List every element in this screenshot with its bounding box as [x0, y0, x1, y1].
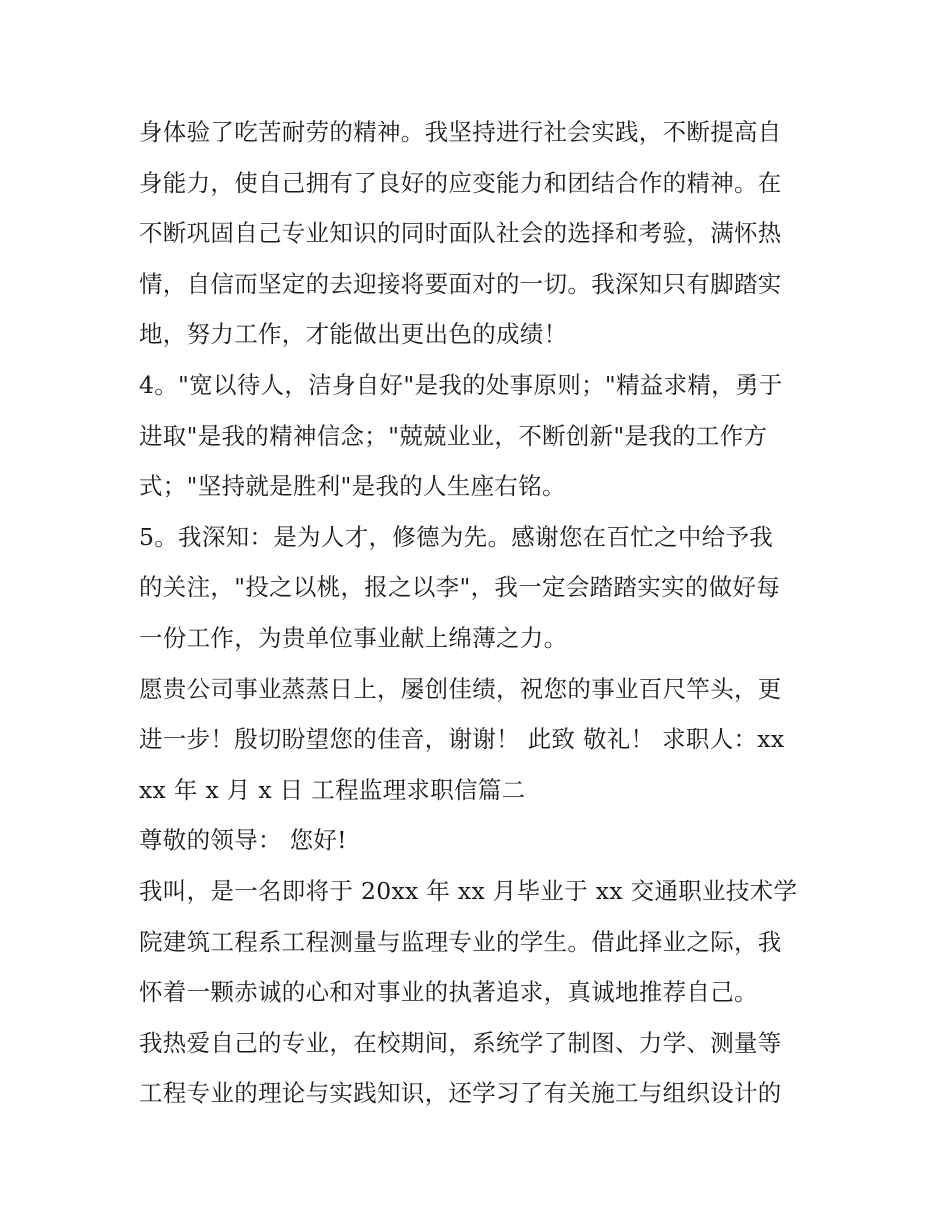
text-line-5: 地，努力工作，才能做出更出色的成绩！ [139, 320, 568, 349]
text-line-4: 情，自信而坚定的去迎接将要面对的一切。我深知只有脚踏实 [139, 269, 782, 298]
text-line-1: 身体验了吃苦耐劳的精神。我坚持进行社会实践，不断提高自 [139, 118, 782, 146]
text-line-7: 进取"是我的精神信念；"兢兢业业，不断创新"是我的工作方 [139, 421, 768, 450]
text-line-3: 不断巩固自己专业知识的同时面队社会的选择和考验，满怀热 [139, 219, 782, 248]
text-line-19: 我热爱自己的专业，在校期间，系统学了制图、力学、测量等 [139, 1028, 782, 1057]
text-line-18: 怀着一颗赤诚的心和对事业的执著追求，真诚地推荐自己。 [139, 978, 758, 1007]
text-line-9: 5。我深知：是为人才，修德为先。感谢您在百忙之中给予我 [139, 522, 774, 551]
text-line-15: 尊敬的领导： 您好! [139, 826, 347, 855]
text-line-13: 进一步！殷切盼望您的佳音，谢谢！ 此致 敬礼！ 求职人：xx [139, 725, 785, 754]
text-line-16: 我叫，是一名即将于 20xx 年 xx 月毕业于 xx 交通职业技术学 [139, 876, 798, 905]
text-line-20: 工程专业的理论与实践知识，还学习了有关施工与组织设计的 [139, 1079, 782, 1108]
text-line-8: 式；"坚持就是胜利"是我的人生座右铭。 [139, 472, 566, 501]
text-line-17: 院建筑工程系工程测量与监理专业的学生。借此择业之际，我 [139, 927, 782, 956]
text-line-6: 4。"宽以待人，洁身自好"是我的处事原则；"精益求精，勇于 [139, 370, 783, 399]
text-line-12: 愿贵公司事业蒸蒸日上，屡创佳绩，祝您的事业百尺竿头，更 [139, 674, 782, 703]
text-line-14: xx 年 x 月 x 日 工程监理求职信篇二 [139, 775, 526, 804]
text-line-11: 一份工作，为贵单位事业献上绵薄之力。 [139, 623, 568, 652]
text-line-10: 的关注，"投之以桃，报之以李"，我一定会踏踏实实的做好每 [139, 573, 781, 602]
document-body [139, 107, 819, 1119]
text-line-2: 身能力，使自己拥有了良好的应变能力和团结合作的精神。在 [139, 168, 782, 197]
